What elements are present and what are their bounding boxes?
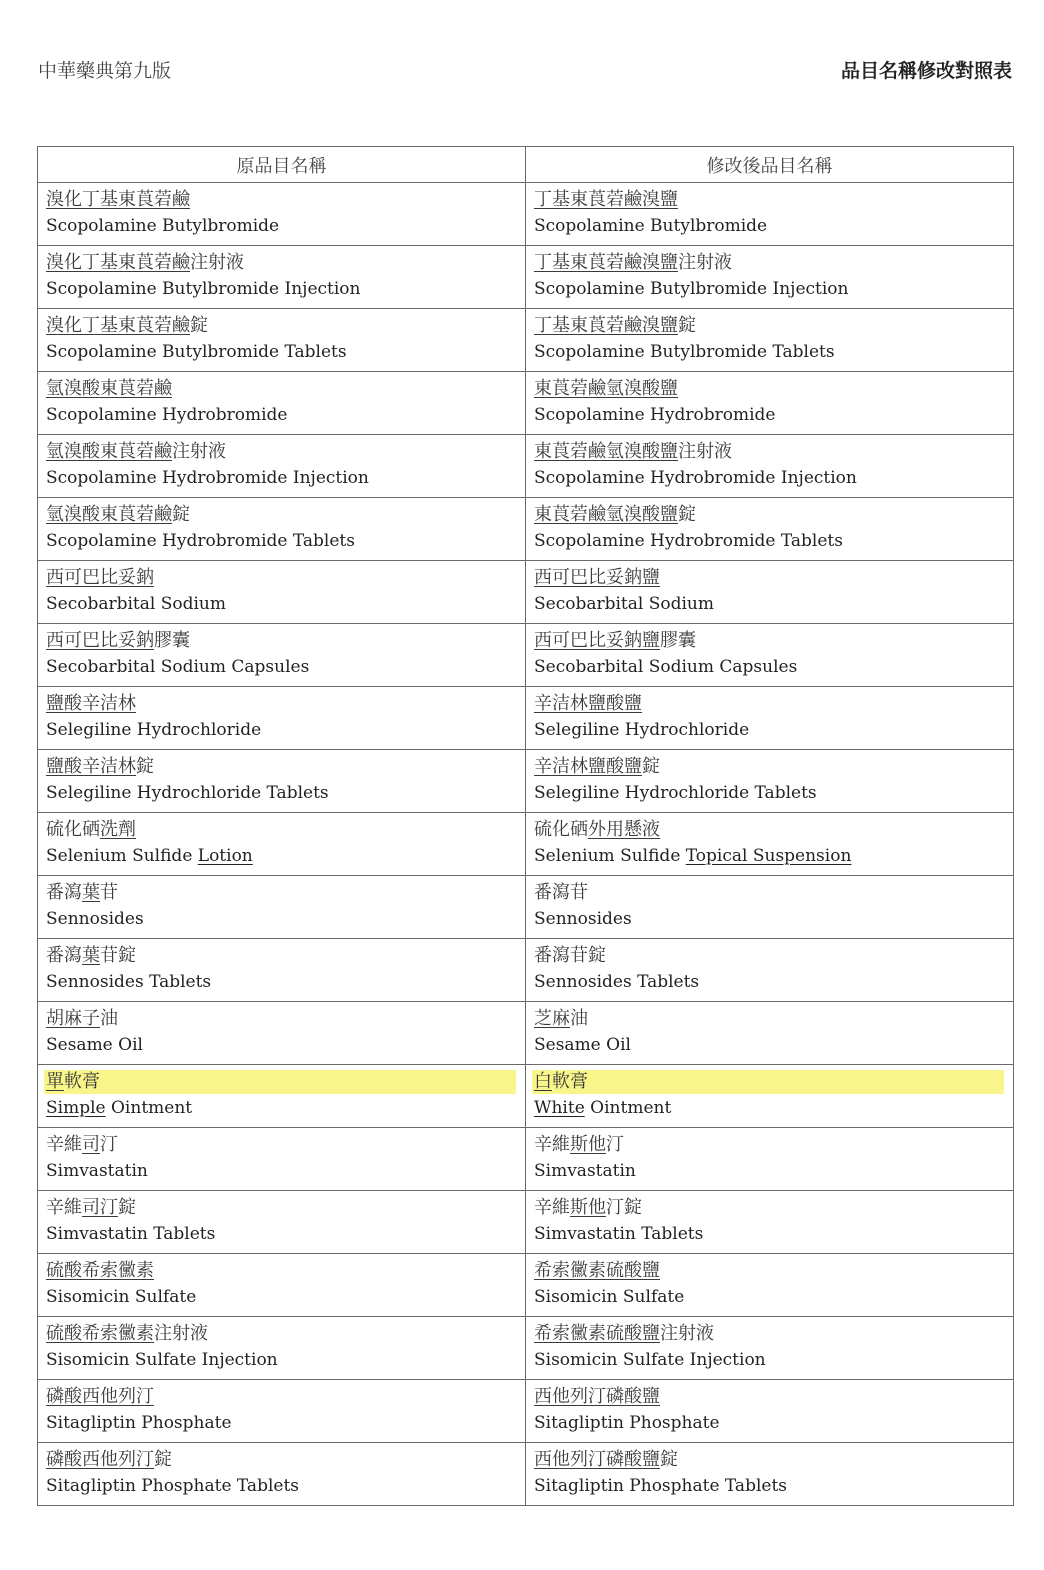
- original-name-cell: [38, 435, 526, 498]
- changed-text-segment: 洗劑: [100, 819, 136, 840]
- revised-name-cell: [526, 939, 1014, 1002]
- original-name-cell: [38, 1002, 526, 1065]
- changed-text-segment: 斯他: [570, 1197, 606, 1218]
- text-segment: Selegiline Hydrochloride Tablets: [46, 783, 329, 803]
- original-name-cell: [38, 1443, 526, 1506]
- original-name-cell: [38, 1380, 526, 1443]
- english-name: [534, 1474, 1005, 1498]
- changed-text-segment: 硫酸希索黴素: [46, 1323, 154, 1344]
- english-name: [46, 655, 517, 679]
- text-segment: Selenium Sulfide: [534, 846, 686, 866]
- table-row: [38, 687, 1014, 750]
- table-row: [38, 1002, 1014, 1065]
- changed-text-segment: 司汀: [82, 1197, 118, 1218]
- changed-text-segment: 西他列汀磷酸鹽: [534, 1386, 660, 1407]
- chinese-name: [46, 629, 517, 653]
- text-segment: Scopolamine Hydrobromide: [46, 405, 288, 425]
- changed-text-segment: Simple: [46, 1098, 106, 1118]
- chinese-name: [534, 1322, 1005, 1346]
- changed-text-segment: 磷酸西他列汀: [46, 1449, 154, 1470]
- chinese-name: [46, 818, 517, 842]
- text-segment: Selegiline Hydrochloride: [46, 720, 262, 740]
- english-name: [46, 1411, 517, 1435]
- chinese-name: [534, 1259, 1005, 1283]
- changed-text-segment: 芝麻: [534, 1008, 570, 1029]
- text-segment: Simvastatin: [534, 1161, 636, 1181]
- english-name: [534, 907, 1005, 931]
- english-name: [534, 1096, 1005, 1120]
- table-body: [38, 183, 1014, 1506]
- english-name: [46, 529, 517, 553]
- changed-text-segment: 白: [534, 1071, 552, 1092]
- english-name: [534, 466, 1005, 490]
- table-row: [38, 1443, 1014, 1506]
- text-segment: Selegiline Hydrochloride: [534, 720, 750, 740]
- revised-name-cell: [526, 246, 1014, 309]
- chinese-name: [46, 251, 517, 275]
- text-segment: 錠: [642, 756, 660, 777]
- chinese-name: [46, 377, 517, 401]
- highlight-mark: [44, 1070, 516, 1094]
- text-segment: Scopolamine Butylbromide: [46, 216, 280, 236]
- text-segment: Secobarbital Sodium Capsules: [534, 657, 798, 677]
- changed-text-segment: 氫溴酸東莨菪鹼: [46, 441, 172, 462]
- changed-text-segment: 西可巴比妥鈉: [46, 567, 154, 588]
- english-name: [534, 844, 1005, 868]
- changed-text-segment: 葉: [82, 882, 100, 903]
- chinese-name: [46, 503, 517, 527]
- text-segment: Sisomicin Sulfate: [534, 1287, 685, 1307]
- revised-name-cell: [526, 1317, 1014, 1380]
- chinese-name: [534, 566, 1005, 590]
- english-name: [534, 277, 1005, 301]
- changed-text-segment: 溴化丁基東莨菪鹼: [46, 315, 190, 336]
- original-name-cell: [38, 246, 526, 309]
- text-segment: 苷錠: [100, 945, 136, 966]
- original-name-cell: [38, 498, 526, 561]
- text-segment: Scopolamine Hydrobromide: [534, 405, 776, 425]
- changed-text-segment: 司: [82, 1134, 100, 1155]
- revised-name-cell: [526, 1128, 1014, 1191]
- english-name: [534, 403, 1005, 427]
- table-row: [38, 435, 1014, 498]
- changed-text-segment: Topical Suspension: [685, 846, 852, 866]
- revised-name-cell: [526, 1191, 1014, 1254]
- revised-name-cell: [526, 813, 1014, 876]
- text-segment: 番瀉苷錠: [534, 945, 606, 966]
- text-segment: Scopolamine Butylbromide Injection: [46, 279, 361, 299]
- english-name: [534, 970, 1005, 994]
- table-row: [38, 1317, 1014, 1380]
- original-name-cell: [38, 561, 526, 624]
- changed-text-segment: 東莨菪鹼氫溴酸鹽: [534, 378, 678, 399]
- text-segment: 辛維: [534, 1197, 570, 1218]
- text-segment: 硫化硒: [46, 819, 100, 840]
- comparison-table-title: 品目名稱修改對照表: [840, 59, 1012, 82]
- text-segment: 錠: [678, 315, 696, 336]
- changed-text-segment: 溴化丁基東莨菪鹼: [46, 189, 190, 210]
- chinese-name: [46, 1322, 517, 1346]
- changed-text-segment: 葉: [82, 945, 100, 966]
- chinese-name: [534, 1448, 1005, 1472]
- table-row: [38, 876, 1014, 939]
- changed-text-segment: 胡麻子: [46, 1008, 100, 1029]
- text-segment: 錠: [172, 504, 190, 525]
- english-name: [534, 214, 1005, 238]
- pharmacopoeia-title: 中華藥典第九版: [38, 59, 172, 82]
- text-segment: Scopolamine Butylbromide Injection: [534, 279, 849, 299]
- text-segment: 油: [100, 1008, 118, 1029]
- english-name: [46, 1096, 517, 1120]
- table-row: [38, 750, 1014, 813]
- chinese-name: [534, 377, 1005, 401]
- text-segment: Secobarbital Sodium Capsules: [46, 657, 310, 677]
- original-name-cell: [38, 1191, 526, 1254]
- text-segment: Ointment: [105, 1098, 193, 1118]
- column-header-revised: 修改後品目名稱: [526, 147, 1014, 183]
- table-row: [38, 1380, 1014, 1443]
- original-name-cell: [38, 372, 526, 435]
- changed-text-segment: 東莨菪鹼氫溴酸鹽: [534, 504, 678, 525]
- chinese-name: [534, 1007, 1005, 1031]
- original-name-cell: [38, 1254, 526, 1317]
- changed-text-segment: 丁基東莨菪鹼溴鹽: [534, 315, 678, 336]
- chinese-name: [46, 1133, 517, 1157]
- english-name: [46, 214, 517, 238]
- english-name: [46, 844, 517, 868]
- text-segment: Sitagliptin Phosphate Tablets: [534, 1476, 788, 1496]
- text-segment: Sitagliptin Phosphate: [46, 1413, 232, 1433]
- highlight-mark: [532, 1070, 1004, 1094]
- original-name-cell: [38, 1065, 526, 1128]
- chinese-name: [46, 881, 517, 905]
- revised-name-cell: [526, 1254, 1014, 1317]
- english-name: [534, 1033, 1005, 1057]
- english-name: [534, 655, 1005, 679]
- text-segment: Simvastatin Tablets: [46, 1224, 216, 1244]
- original-name-cell: [38, 939, 526, 1002]
- text-segment: 注射液: [678, 252, 732, 273]
- changed-text-segment: 丁基東莨菪鹼溴鹽: [534, 252, 678, 273]
- english-name: [46, 403, 517, 427]
- original-name-cell: [38, 813, 526, 876]
- revised-name-cell: [526, 876, 1014, 939]
- chinese-name: [46, 1385, 517, 1409]
- revised-name-cell: [526, 1002, 1014, 1065]
- changed-text-segment: 西他列汀磷酸鹽: [534, 1449, 660, 1470]
- text-segment: Sisomicin Sulfate Injection: [46, 1350, 278, 1370]
- changed-text-segment: 氫溴酸東莨菪鹼: [46, 378, 172, 399]
- chinese-name: [46, 440, 517, 464]
- text-segment: 軟膏: [552, 1071, 588, 1092]
- revised-name-cell: [526, 183, 1014, 246]
- english-name: [46, 907, 517, 931]
- english-name: [46, 970, 517, 994]
- text-segment: Simvastatin Tablets: [534, 1224, 704, 1244]
- chinese-name: [46, 566, 517, 590]
- table-row: [38, 939, 1014, 1002]
- english-name: [46, 1033, 517, 1057]
- text-segment: 辛維: [46, 1197, 82, 1218]
- english-name: [534, 592, 1005, 616]
- table-row: [38, 1128, 1014, 1191]
- text-segment: Scopolamine Butylbromide: [534, 216, 768, 236]
- text-segment: 番瀉苷: [534, 882, 588, 903]
- changed-text-segment: 磷酸西他列汀: [46, 1386, 154, 1407]
- text-segment: 油: [570, 1008, 588, 1029]
- table-row: [38, 246, 1014, 309]
- revised-name-cell: [526, 1380, 1014, 1443]
- english-name: [534, 1348, 1005, 1372]
- name-comparison-table: [37, 146, 1013, 1506]
- table-row: [38, 1254, 1014, 1317]
- english-name: [534, 781, 1005, 805]
- text-segment: 注射液: [172, 441, 226, 462]
- chinese-name: [534, 755, 1005, 779]
- revised-name-cell: [526, 624, 1014, 687]
- text-segment: Ointment: [584, 1098, 672, 1118]
- revised-name-cell: [526, 1065, 1014, 1128]
- chinese-name: [46, 944, 517, 968]
- text-segment: 番瀉: [46, 945, 82, 966]
- changed-text-segment: 丁基東莨菪鹼溴鹽: [534, 189, 678, 210]
- english-name: [46, 340, 517, 364]
- table-row: [38, 561, 1014, 624]
- chinese-name: [534, 692, 1005, 716]
- original-name-cell: [38, 309, 526, 372]
- changed-text-segment: Lotion: [197, 846, 253, 866]
- original-name-cell: [38, 876, 526, 939]
- revised-name-cell: [526, 309, 1014, 372]
- chinese-name: [534, 881, 1005, 905]
- changed-text-segment: 希索黴素硫酸鹽: [534, 1260, 660, 1281]
- english-name: [46, 1159, 517, 1183]
- text-segment: 錠: [118, 1197, 136, 1218]
- english-name: [534, 1285, 1005, 1309]
- english-name: [46, 718, 517, 742]
- changed-text-segment: 西可巴比妥鈉鹽: [534, 630, 660, 651]
- english-name: [534, 1411, 1005, 1435]
- original-name-cell: [38, 1128, 526, 1191]
- chinese-name: [534, 440, 1005, 464]
- revised-name-cell: [526, 1443, 1014, 1506]
- changed-text-segment: 希索黴素硫酸鹽: [534, 1323, 660, 1344]
- text-segment: 汀錠: [606, 1197, 642, 1218]
- chinese-name: [46, 1448, 517, 1472]
- text-segment: Selenium Sulfide: [46, 846, 198, 866]
- changed-text-segment: 單: [46, 1071, 64, 1092]
- text-segment: 錠: [190, 315, 208, 336]
- english-name: [534, 1159, 1005, 1183]
- revised-name-cell: [526, 750, 1014, 813]
- text-segment: Sesame Oil: [46, 1035, 143, 1055]
- text-segment: Sennosides: [46, 909, 144, 929]
- changed-text-segment: 溴化丁基東莨菪鹼: [46, 252, 190, 273]
- text-segment: Secobarbital Sodium: [534, 594, 715, 614]
- changed-text-segment: 西可巴比妥鈉: [46, 630, 154, 651]
- text-segment: Scopolamine Hydrobromide Injection: [534, 468, 857, 488]
- comparison-table: [37, 146, 1014, 1506]
- changed-text-segment: 西可巴比妥鈉鹽: [534, 567, 660, 588]
- table-row: [38, 1191, 1014, 1254]
- text-segment: 膠囊: [154, 630, 190, 651]
- text-segment: 苷: [100, 882, 118, 903]
- chinese-name: [534, 1196, 1005, 1220]
- text-segment: Sisomicin Sulfate Injection: [534, 1350, 766, 1370]
- text-segment: Sennosides Tablets: [46, 972, 212, 992]
- original-name-cell: [38, 1317, 526, 1380]
- chinese-name: [534, 503, 1005, 527]
- changed-text-segment: 鹽酸辛洁林: [46, 693, 136, 714]
- original-name-cell: [38, 624, 526, 687]
- chinese-name: [46, 755, 517, 779]
- text-segment: 軟膏: [64, 1071, 100, 1092]
- chinese-name: [46, 1259, 517, 1283]
- table-row: [38, 813, 1014, 876]
- text-segment: Scopolamine Butylbromide Tablets: [534, 342, 835, 362]
- chinese-name: [534, 1070, 1005, 1094]
- english-name: [46, 466, 517, 490]
- table-row: [38, 498, 1014, 561]
- chinese-name: [534, 1133, 1005, 1157]
- changed-text-segment: 硫酸希索黴素: [46, 1260, 154, 1281]
- text-segment: 注射液: [154, 1323, 208, 1344]
- column-header-original: 原品目名稱: [38, 147, 526, 183]
- text-segment: 汀: [606, 1134, 624, 1155]
- english-name: [534, 1222, 1005, 1246]
- text-segment: Sitagliptin Phosphate Tablets: [46, 1476, 300, 1496]
- text-segment: 注射液: [660, 1323, 714, 1344]
- changed-text-segment: 辛洁林鹽酸鹽: [534, 693, 642, 714]
- changed-text-segment: 辛洁林鹽酸鹽: [534, 756, 642, 777]
- chinese-name: [46, 188, 517, 212]
- text-segment: 錠: [660, 1449, 678, 1470]
- english-name: [534, 718, 1005, 742]
- text-segment: 辛維: [534, 1134, 570, 1155]
- text-segment: 硫化硒: [534, 819, 588, 840]
- text-segment: Secobarbital Sodium: [46, 594, 227, 614]
- text-segment: Sisomicin Sulfate: [46, 1287, 197, 1307]
- chinese-name: [534, 188, 1005, 212]
- revised-name-cell: [526, 687, 1014, 750]
- english-name: [46, 1474, 517, 1498]
- document-header: [38, 54, 1012, 84]
- chinese-name: [46, 1070, 517, 1094]
- english-name: [46, 1222, 517, 1246]
- chinese-name: [46, 314, 517, 338]
- text-segment: 汀: [100, 1134, 118, 1155]
- text-segment: Scopolamine Hydrobromide Tablets: [534, 531, 843, 551]
- chinese-name: [46, 692, 517, 716]
- chinese-name: [534, 314, 1005, 338]
- english-name: [46, 277, 517, 301]
- english-name: [46, 781, 517, 805]
- text-segment: 錠: [154, 1449, 172, 1470]
- chinese-name: [46, 1007, 517, 1031]
- revised-name-cell: [526, 561, 1014, 624]
- chinese-name: [534, 629, 1005, 653]
- table-row: [38, 372, 1014, 435]
- table-header-row: [38, 147, 1014, 183]
- changed-text-segment: White: [534, 1098, 585, 1118]
- changed-text-segment: 氫溴酸東莨菪鹼: [46, 504, 172, 525]
- changed-text-segment: 鹽酸辛洁林: [46, 756, 136, 777]
- text-segment: 注射液: [190, 252, 244, 273]
- table-row: [38, 309, 1014, 372]
- text-segment: Scopolamine Hydrobromide Injection: [46, 468, 369, 488]
- changed-text-segment: 斯他: [570, 1134, 606, 1155]
- text-segment: Selegiline Hydrochloride Tablets: [534, 783, 817, 803]
- chinese-name: [534, 1385, 1005, 1409]
- text-segment: Sitagliptin Phosphate: [534, 1413, 720, 1433]
- text-segment: Scopolamine Butylbromide Tablets: [46, 342, 347, 362]
- english-name: [534, 529, 1005, 553]
- changed-text-segment: 東莨菪鹼氫溴酸鹽: [534, 441, 678, 462]
- original-name-cell: [38, 183, 526, 246]
- text-segment: Scopolamine Hydrobromide Tablets: [46, 531, 355, 551]
- text-segment: Simvastatin: [46, 1161, 148, 1181]
- original-name-cell: [38, 687, 526, 750]
- text-segment: 辛維: [46, 1134, 82, 1155]
- original-name-cell: [38, 750, 526, 813]
- english-name: [534, 340, 1005, 364]
- table-row: [38, 1065, 1014, 1128]
- chinese-name: [46, 1196, 517, 1220]
- revised-name-cell: [526, 372, 1014, 435]
- english-name: [46, 1285, 517, 1309]
- chinese-name: [534, 818, 1005, 842]
- text-segment: 膠囊: [660, 630, 696, 651]
- text-segment: 錠: [678, 504, 696, 525]
- english-name: [46, 1348, 517, 1372]
- changed-text-segment: 外用懸液: [588, 819, 660, 840]
- text-segment: Sesame Oil: [534, 1035, 631, 1055]
- revised-name-cell: [526, 498, 1014, 561]
- text-segment: Sennosides Tablets: [534, 972, 700, 992]
- chinese-name: [534, 944, 1005, 968]
- revised-name-cell: [526, 435, 1014, 498]
- table-row: [38, 183, 1014, 246]
- text-segment: 錠: [136, 756, 154, 777]
- table-row: [38, 624, 1014, 687]
- text-segment: 番瀉: [46, 882, 82, 903]
- text-segment: 注射液: [678, 441, 732, 462]
- english-name: [46, 592, 517, 616]
- text-segment: Sennosides: [534, 909, 632, 929]
- chinese-name: [534, 251, 1005, 275]
